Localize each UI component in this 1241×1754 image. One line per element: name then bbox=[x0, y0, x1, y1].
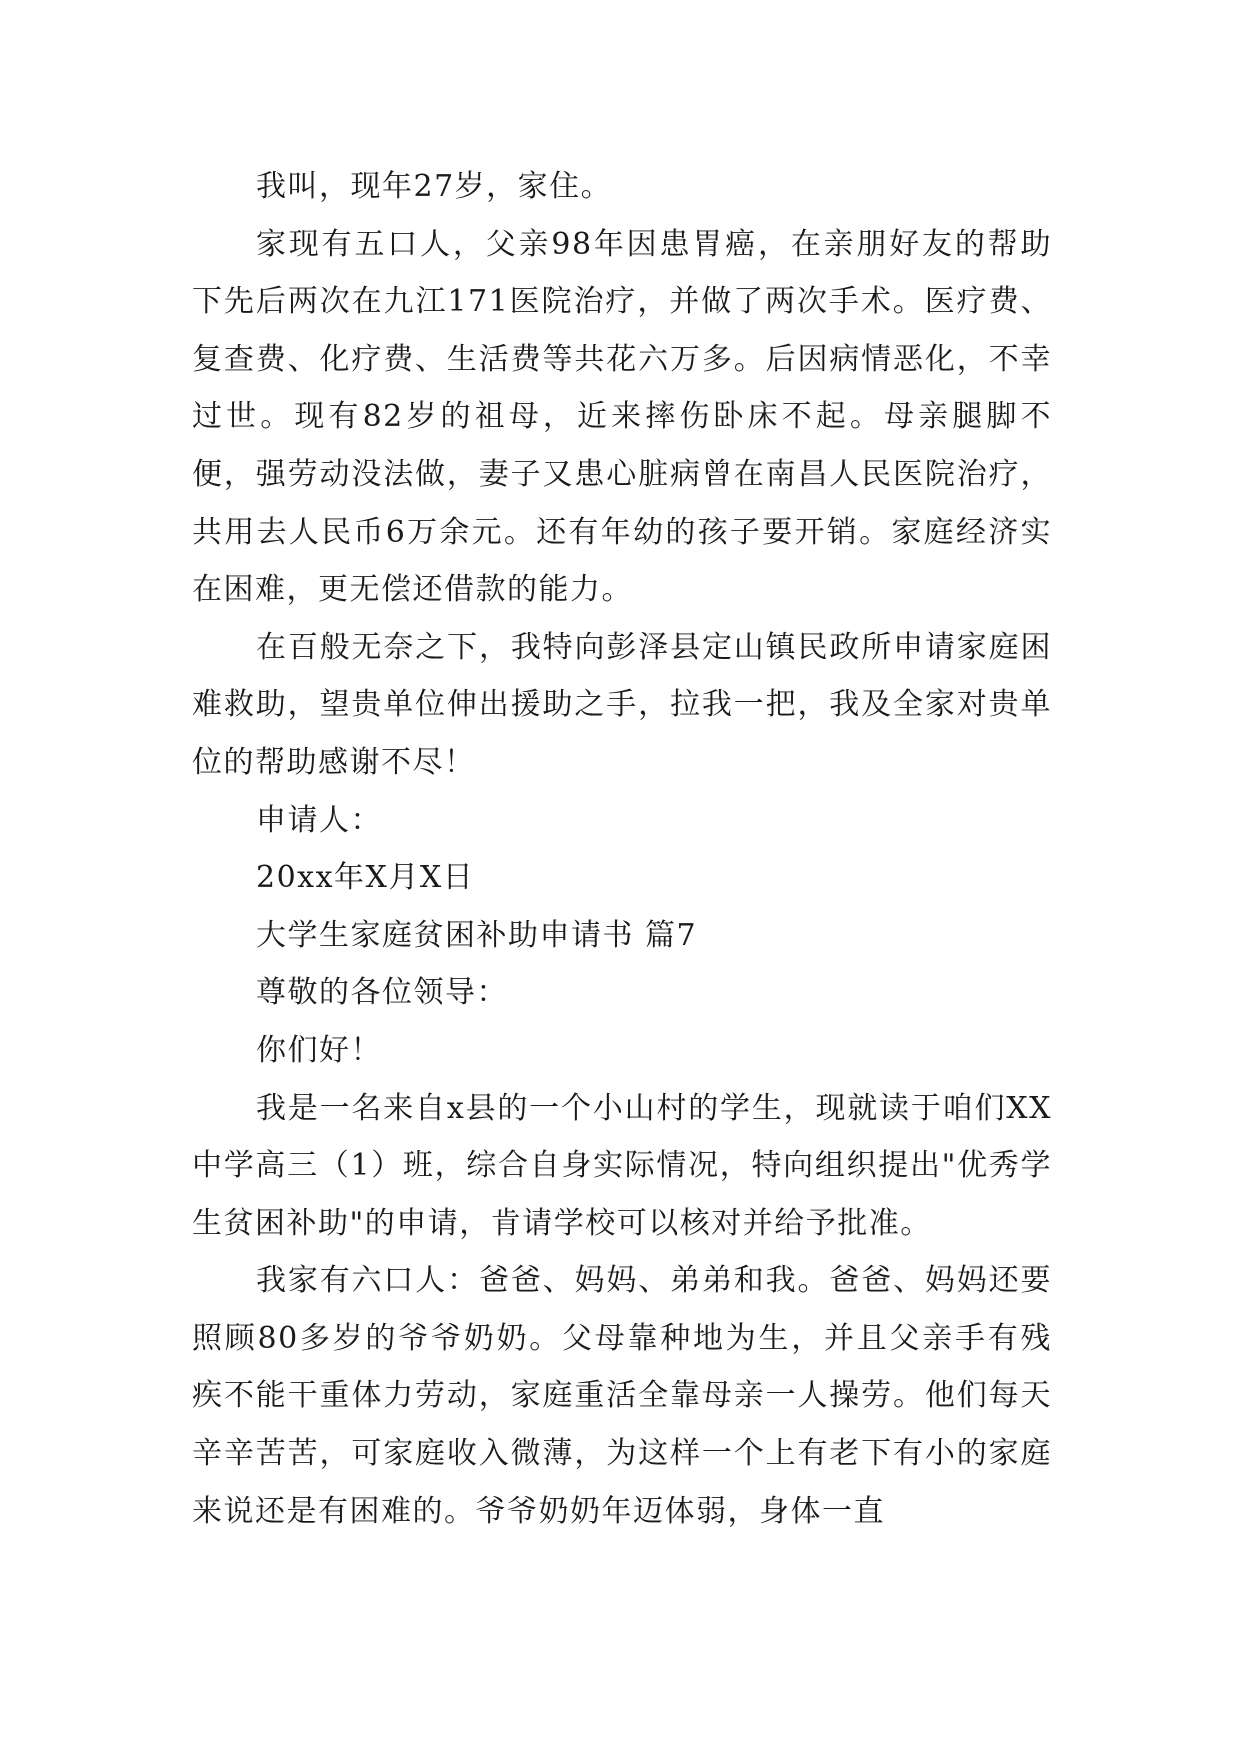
paragraph-family-situation: 家现有五口人，父亲98年因患胃癌，在亲朋好友的帮助下先后两次在九江171医院治疗，并做了两次手术。医疗费、复查费、化疗费、生活费等共花六万多。后因病情恶化，不幸过世。现有82岁的祖母，近来摔伤卧床不起。母亲腿脚不便，强劳动没法做，妻子又患心脏病曾在南昌人民医院治疗，共用去人民币6万余元。还有年幼的孩子要开销。家庭经济实在困难，更无偿还借款的能力。 bbox=[192, 226, 1052, 608]
salutation: 尊敬的各位领导： bbox=[256, 975, 508, 1011]
greeting: 你们好！ bbox=[256, 1032, 382, 1068]
date-line: 20xx年X月X日 bbox=[256, 860, 475, 896]
applicant-label: 申请人： bbox=[256, 802, 382, 838]
section-title: 大学生家庭贫困补助申请书 篇7 bbox=[256, 917, 698, 953]
paragraph-request: 在百般无奈之下，我特向彭泽县定山镇民政所申请家庭困难救助，望贵单位伸出援助之手，拉我一把，我及全家对贵单位的帮助感谢不尽！ bbox=[192, 629, 1052, 780]
paragraph-student-family: 我家有六口人：爸爸、妈妈、弟弟和我。爸爸、妈妈还要照顾80多岁的爷爷奶奶。父母靠种地为生，并且父亲手有残疾不能干重体力劳动，家庭重活全靠母亲一人操劳。他们每天辛辛苦苦，可家庭收入微薄，为这样一个上有老下有小的家庭来说还是有困难的。爷爷奶奶年迈体弱，身体一直 bbox=[192, 1263, 1052, 1529]
document-body bbox=[192, 158, 1052, 1540]
paragraph-intro: 我叫，现年27岁，家住。 bbox=[256, 169, 613, 204]
paragraph-student-intro: 我是一名来自x县的一个小山村的学生，现就读于咱们XX中学高三（1）班，综合自身实际情况，特向组织提出"优秀学生贫困补助"的申请，肯请学校可以核对并给予批准。 bbox=[192, 1090, 1052, 1241]
